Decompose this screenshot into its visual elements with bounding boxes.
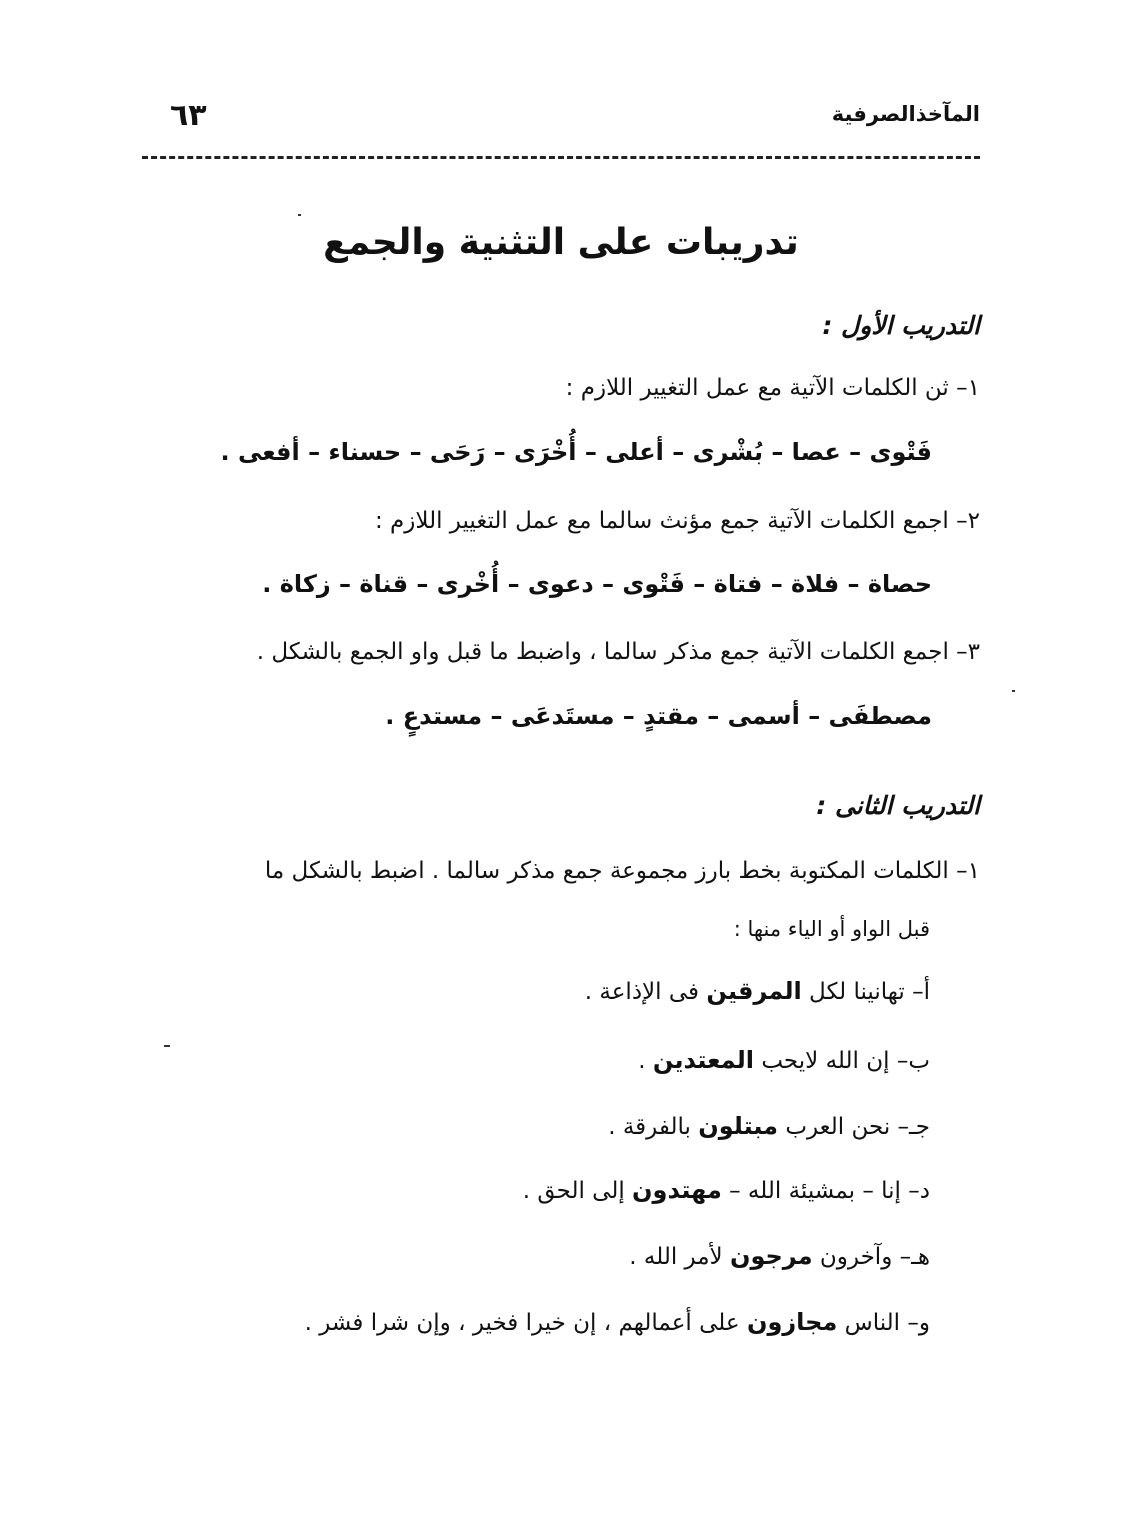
sentence-text: على أعمالهم ، إن خيرا فخير ، وإن شرا فشر . bbox=[304, 1310, 747, 1336]
running-header-title: المآخذالصرفية bbox=[831, 102, 980, 126]
exercise-two-sentence-d bbox=[523, 1174, 930, 1207]
sentence-text: لأمر الله . bbox=[629, 1244, 730, 1270]
sentence-text: بالفرقة . bbox=[608, 1114, 699, 1140]
exercise-two-sentence-a bbox=[585, 975, 930, 1008]
exercise-one-item-1-instruction: ١– ثن الكلمات الآتية مع عمل التغيير اللازم : bbox=[565, 375, 980, 401]
bold-plural-word: مهتدون bbox=[632, 1176, 722, 1204]
sentence-text: . bbox=[638, 1048, 653, 1074]
page-title: تدريبات على التثنية والجمع bbox=[323, 222, 799, 263]
sentence-text: إلى الحق . bbox=[522, 1178, 633, 1204]
scan-speck bbox=[164, 1045, 170, 1047]
exercise-one-item-3-instruction: ٣– اجمع الكلمات الآتية جمع مذكر سالما ، واضبط ما قبل واو الجمع بالشكل . bbox=[256, 639, 980, 665]
sentence-text: و– الناس bbox=[837, 1310, 930, 1336]
header-divider bbox=[142, 156, 980, 159]
bold-plural-word: مرجون bbox=[729, 1242, 813, 1270]
sentence-text: ب– إن الله لايحب bbox=[754, 1048, 930, 1074]
exercise-one-heading: التدريب الأول : bbox=[822, 311, 980, 340]
sentence-text: هـ– وآخرون bbox=[812, 1244, 930, 1270]
exercise-two-sentence-b bbox=[638, 1044, 930, 1077]
sentence-text: د– إنا – بمشيئة الله – bbox=[721, 1178, 930, 1204]
exercise-two-heading: التدريب الثانى : bbox=[816, 791, 980, 820]
exercise-one-item-2-instruction: ٢– اجمع الكلمات الآتية جمع مؤنث سالما مع عمل التغيير اللازم : bbox=[374, 508, 980, 534]
exercise-one-item-3-words: مصطفَى – أسمى – مقتدٍ – مستَدعَى – مستدعٍ . bbox=[385, 702, 932, 730]
exercise-one-item-1-words: فَتْوى – عصا – بُشْرى – أعلى – أُخْرَى – رَحَى – حسناء – أفعى . bbox=[220, 438, 932, 466]
bold-plural-word: مجازون bbox=[746, 1308, 838, 1336]
scan-speck bbox=[298, 214, 301, 216]
page-number: ٦٣ bbox=[170, 98, 207, 133]
exercise-two-sentence-e bbox=[629, 1240, 930, 1273]
scan-speck bbox=[1012, 690, 1015, 692]
exercise-two-sentence-f bbox=[305, 1306, 930, 1339]
bold-plural-word: المرقين bbox=[706, 977, 802, 1005]
sentence-text: أ– تهانينا لكل bbox=[801, 979, 930, 1005]
sentence-text: فى الإذاعة . bbox=[584, 979, 707, 1005]
bold-plural-word: مبتلون bbox=[698, 1112, 779, 1140]
exercise-two-intro-line-2: قبل الواو أو الياء منها : bbox=[733, 917, 930, 941]
sentence-text: جـ– نحن العرب bbox=[778, 1114, 930, 1140]
exercise-one-item-2-words: حصاة – فلاة – فتاة – فَتْوى – دعوى – أُخْرى – قناة – زكاة . bbox=[262, 570, 932, 598]
exercise-two-intro-line-1: ١– الكلمات المكتوبة بخط بارز مجموعة جمع مذكر سالما . اضبط بالشكل ما bbox=[264, 858, 980, 884]
exercise-two-sentence-c bbox=[608, 1110, 930, 1143]
bold-plural-word: المعتدين bbox=[652, 1046, 755, 1074]
